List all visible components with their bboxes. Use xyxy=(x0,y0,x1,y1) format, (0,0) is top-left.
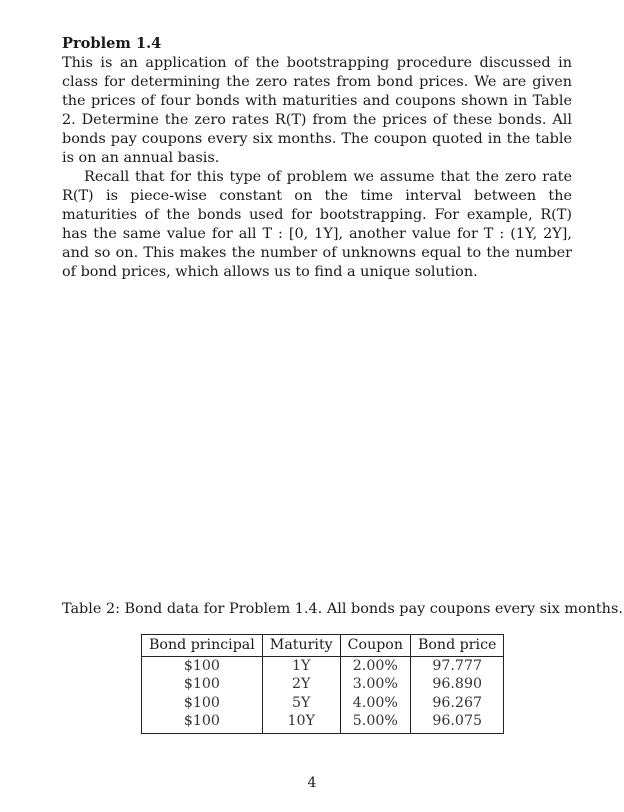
table-row xyxy=(142,694,504,713)
cell-principal: $100 xyxy=(142,712,263,733)
cell-coupon: 4.00% xyxy=(340,694,410,713)
cell-principal: $100 xyxy=(142,694,263,713)
cell-price: 96.890 xyxy=(410,675,503,694)
cell-maturity: 1Y xyxy=(262,656,340,675)
problem-title: Problem 1.4 xyxy=(62,35,162,52)
cell-coupon: 5.00% xyxy=(340,712,410,733)
table-row xyxy=(142,656,504,675)
table-row xyxy=(142,675,504,694)
cell-maturity: 2Y xyxy=(262,675,340,694)
page-number: 4 xyxy=(307,775,317,791)
table-caption: Table 2: Bond data for Problem 1.4. All bonds pay coupons every six months. xyxy=(62,601,623,617)
problem-paragraph-1: This is an application of the bootstrapping procedure discussed in class for determining the zero rates from bond prices. We are given the prices of four bonds with maturities and coupons shown in Table 2. Determine the zero rates R(T) from the prices of these bonds. All bonds pay coupons every six months. The coupon quoted in the table is on an annual basis. xyxy=(62,55,572,166)
header-coupon: Coupon xyxy=(340,635,410,657)
table-header-row xyxy=(142,635,504,657)
cell-maturity: 5Y xyxy=(262,694,340,713)
cell-price: 96.267 xyxy=(410,694,503,713)
cell-coupon: 3.00% xyxy=(340,675,410,694)
cell-coupon: 2.00% xyxy=(340,656,410,675)
table-row xyxy=(142,712,504,733)
bond-data-table xyxy=(141,634,504,734)
cell-maturity: 10Y xyxy=(262,712,340,733)
header-maturity: Maturity xyxy=(262,635,340,657)
header-bond-principal: Bond principal xyxy=(142,635,263,657)
cell-principal: $100 xyxy=(142,675,263,694)
problem-section xyxy=(62,34,572,282)
cell-principal: $100 xyxy=(142,656,263,675)
bond-data-table-container xyxy=(141,634,504,734)
cell-price: 96.075 xyxy=(410,712,503,733)
header-bond-price: Bond price xyxy=(410,635,503,657)
cell-price: 97.777 xyxy=(410,656,503,675)
problem-paragraph-2: Recall that for this type of problem we assume that the zero rate R(T) is piece-wise constant on the time interval between the maturities of the bonds used for bootstrapping. For example, R(T) has the same value for all T : [0, 1Y], another value for T : (1Y, 2Y], and so on. This makes the number of unknowns equal to the number of bond prices, which allows us to find a unique solution. xyxy=(62,169,572,280)
